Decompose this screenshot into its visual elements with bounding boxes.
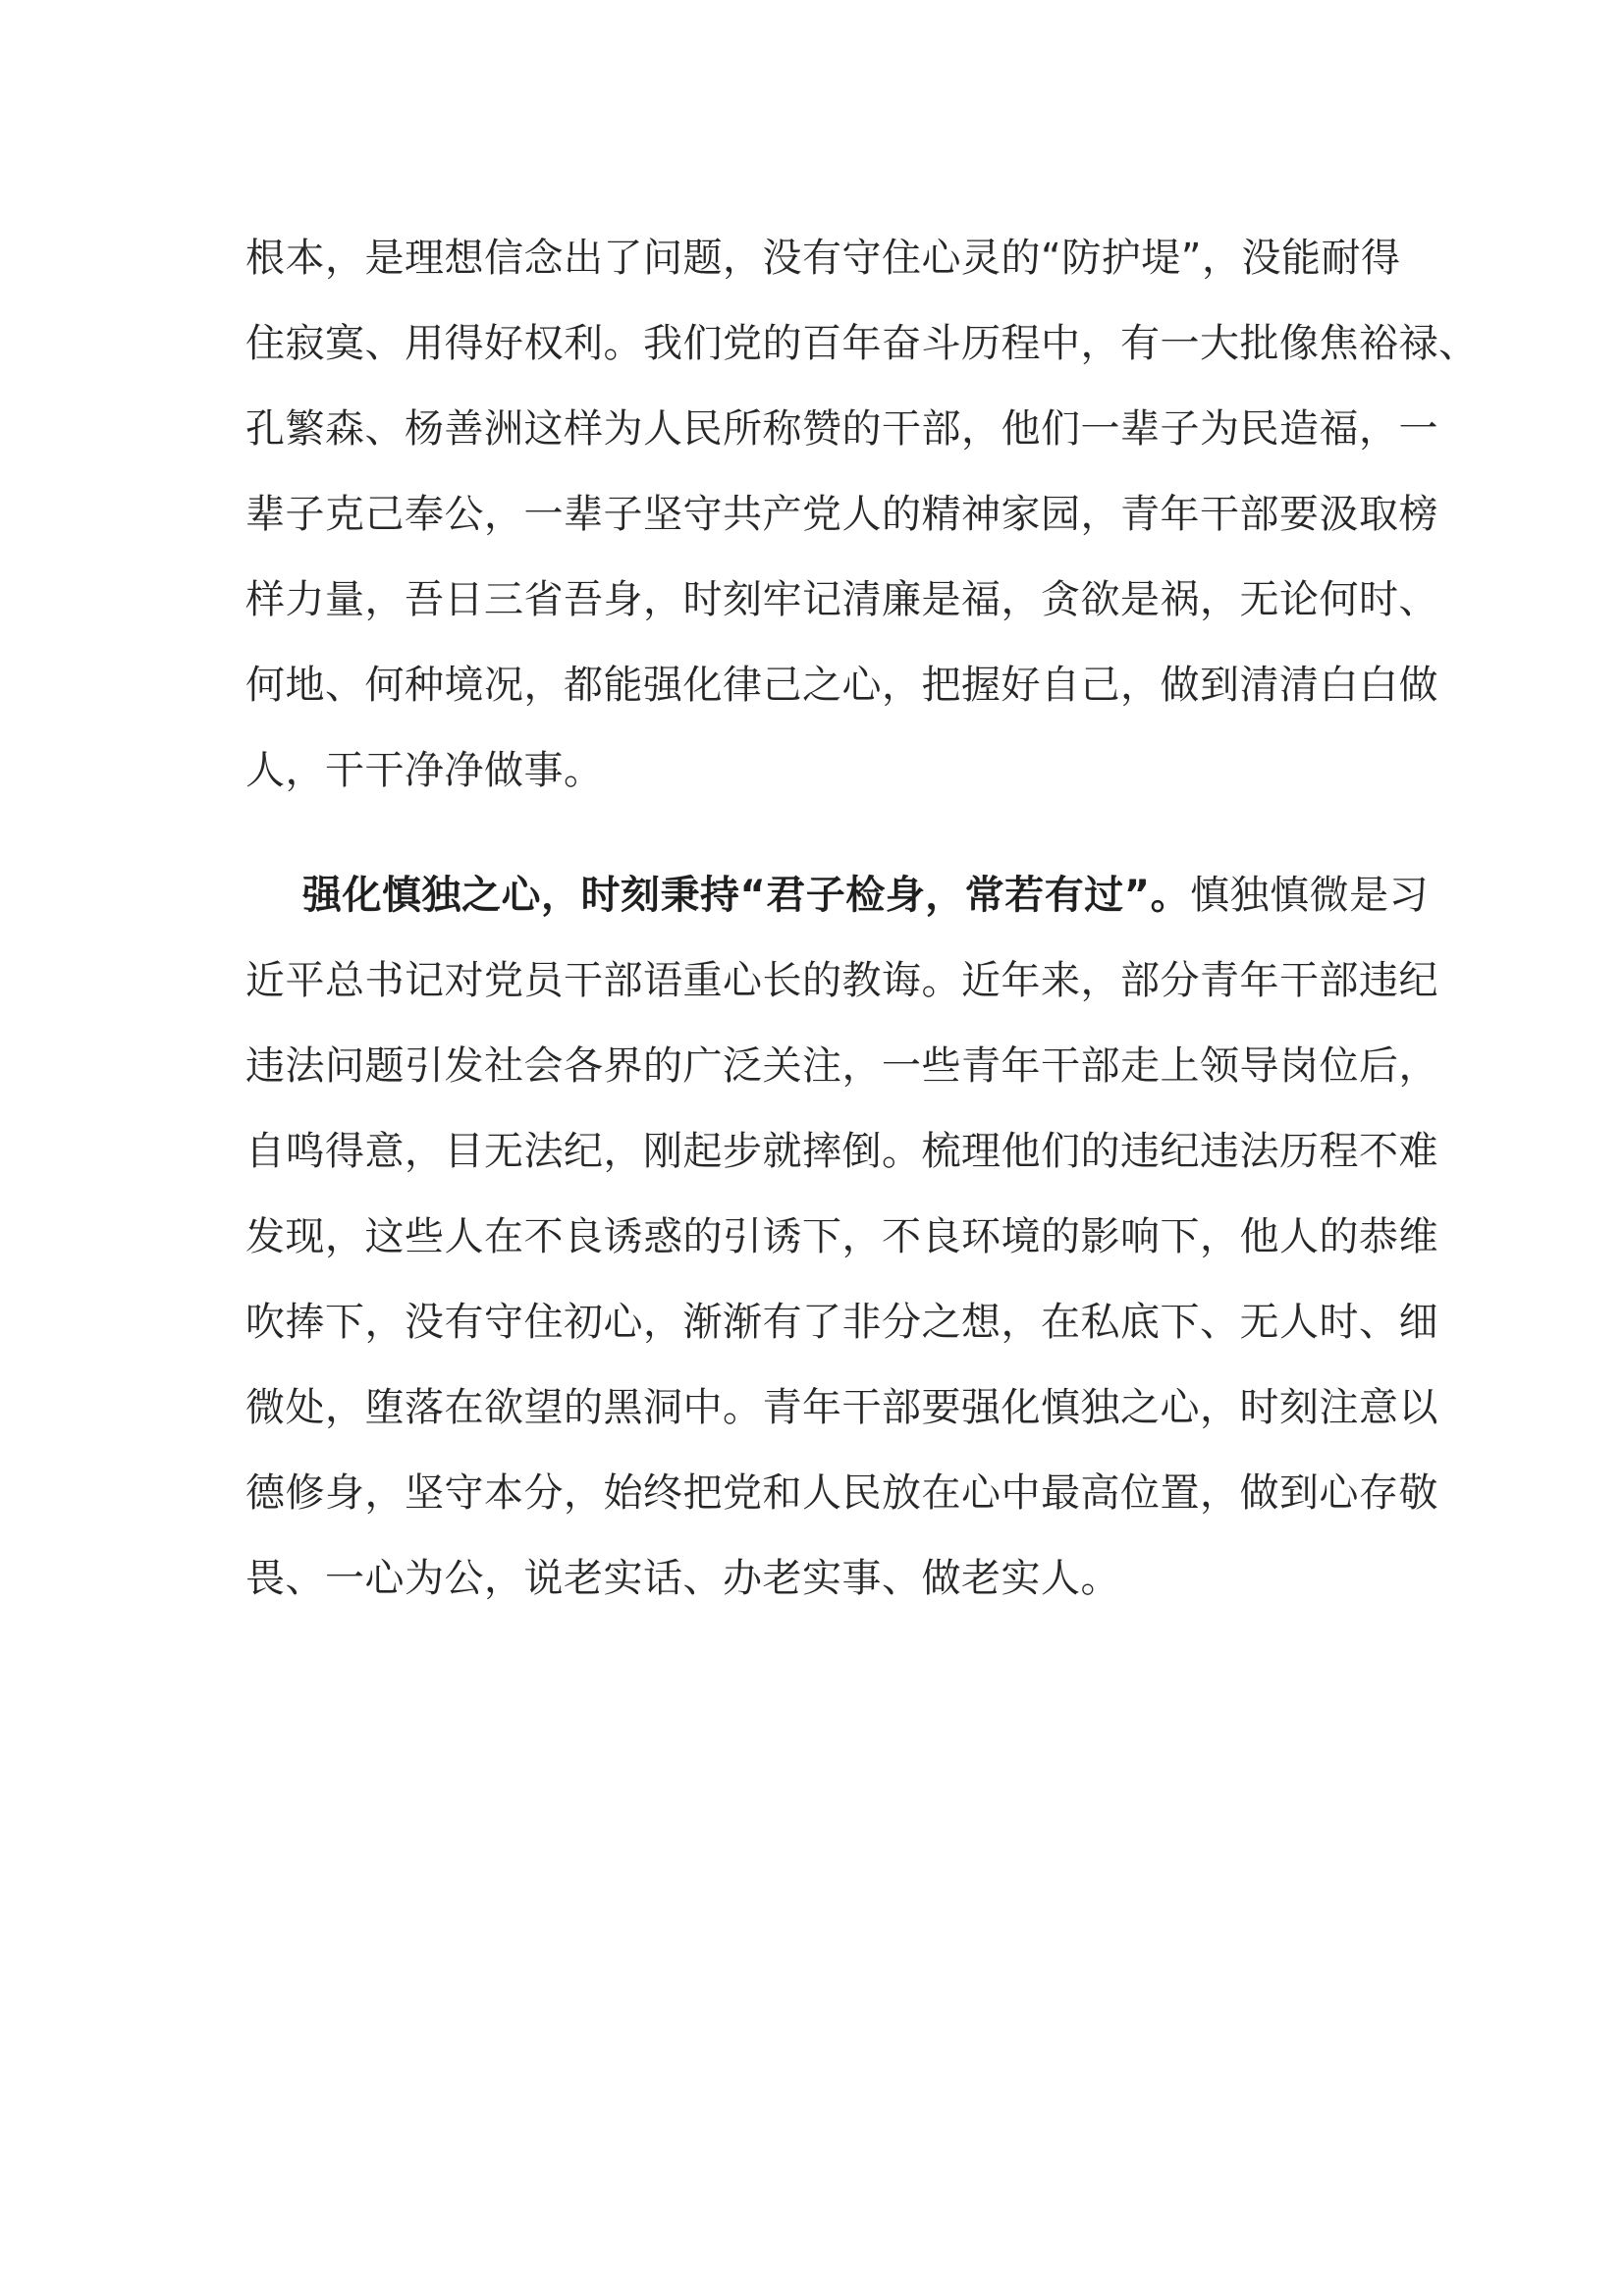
paragraph-2-line-3: 违法问题引发社会各界的广泛关注，一些青年干部走上领导岗位后， [245, 1043, 1438, 1089]
paragraph-1-line-2: 住寂寞、用得好权利。我们党的百年奋斗历程中，有一大批像焦裕禄、 [245, 321, 1479, 366]
paragraph-1-line-6: 何地、何种境况，都能强化律己之心，把握好自己，做到清清白白做 [245, 663, 1438, 708]
paragraph-1-line-5: 样力量，吾日三省吾身，时刻牢记清廉是福，贪欲是祸，无论何时、 [245, 577, 1438, 622]
paragraph-1-line-1: 根本，是理想信念出了问题，没有守住心灵的“防护堤”，没能耐得 [245, 236, 1401, 281]
paragraph-2-line-4: 自鸣得意，目无法纪，刚起步就摔倒。梳理他们的违纪违法历程不难 [245, 1129, 1438, 1174]
paragraph-1-line-7: 人，干干净净做事。 [245, 748, 604, 793]
paragraph-2-line-1 [302, 866, 1429, 925]
paragraph-2-line-8: 德修身，坚守本分，始终把党和人民放在心中最高位置，做到心存敬 [245, 1470, 1438, 1516]
paragraph-2-line-7: 微处，堕落在欲望的黑洞中。青年干部要强化慎独之心，时刻注意以 [245, 1385, 1438, 1430]
paragraph-2-line-5: 发现，这些人在不良诱惑的引诱下，不良环境的影响下，他人的恭维 [245, 1214, 1438, 1259]
paragraph-1-line-4: 辈子克己奉公，一辈子坚守共产党人的精神家园，青年干部要汲取榜 [245, 492, 1438, 537]
paragraph-2-first-line-rest: 慎独慎微是习 [1190, 873, 1430, 918]
paragraph-2-line-6: 吹捧下，没有守住初心，渐渐有了非分之想，在私底下、无人时、细 [245, 1300, 1438, 1345]
paragraph-2-heading: 强化慎独之心，时刻秉持“君子检身，常若有过”。 [302, 873, 1191, 918]
paragraph-2-line-9: 畏、一心为公，说老实话、办老实事、做老实人。 [245, 1556, 1120, 1601]
paragraph-1-line-3: 孔繁森、杨善洲这样为人民所称赞的干部，他们一辈子为民造福，一 [245, 406, 1438, 452]
paragraph-2-line-2: 近平总书记对党员干部语重心长的教诲。近年来，部分青年干部违纪 [245, 958, 1438, 1003]
